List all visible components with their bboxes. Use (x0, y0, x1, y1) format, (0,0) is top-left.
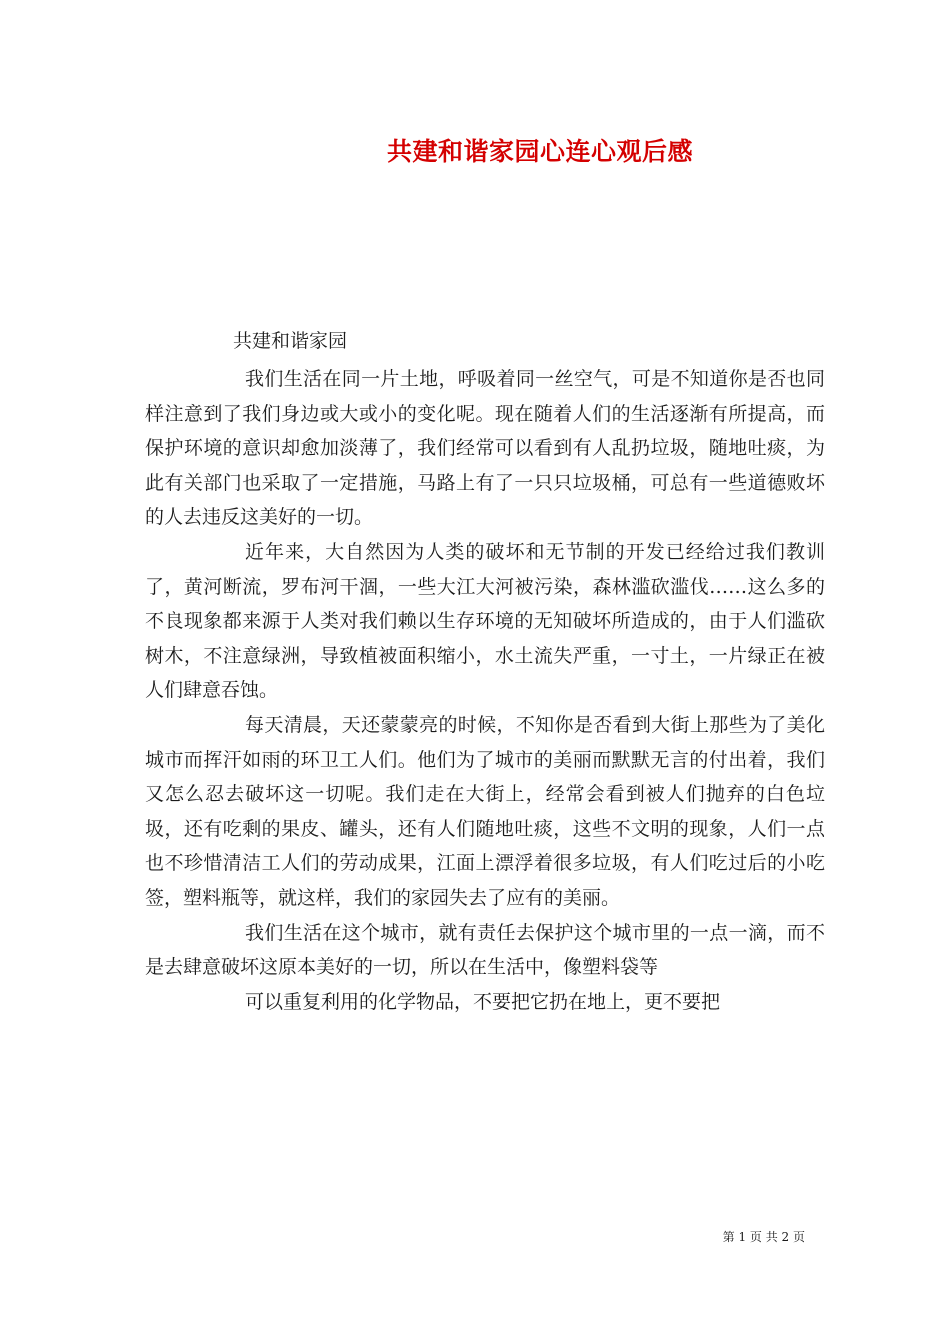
paragraph-1: 我们生活在同一片土地，呼吸着同一丝空气，可是不知道你是否也同样注意到了我们身边或大或小的变化呢。现在随着人们的生活逐渐有所提高，而保护环境的意识却愈加淡薄了，我们经常可以看到有人乱扔垃圾，随地吐痰，为此有关部门也采取了一定措施，马路上有了一只只垃圾桶，可总有一些道德败坏的人去违反这美好的一切。 (145, 368, 825, 529)
paragraph-2: 近年来，大自然因为人类的破坏和无节制的开发已经给过我们教训了，黄河断流，罗布河干涸，一些大江大河被污染，森林滥砍滥伐……这么多的不良现象都来源于人类对我们赖以生存环境的无知破坏所造成的，由于人们滥砍树木，不注意绿洲，导致植被面积缩小，水土流失严重，一寸土，一片绿正在被人们肆意吞蚀。 (145, 540, 825, 702)
paragraph-5: 可以重复利用的化学物品，不要把它扔在地上，更不要把 (245, 990, 721, 1013)
page-footer: 第 1 页 共 2 页 (722, 1230, 805, 1244)
document-body (145, 362, 825, 1019)
document-title: 共建和谐家园心连心观后感 (386, 137, 693, 166)
section-heading: 共建和谐家园 (233, 330, 348, 352)
paragraph-4: 我们生活在这个城市，就有责任去保护这个城市里的一点一滴，而不是去肆意破坏这原本美好的一切，所以在生活中，像塑料袋等 (145, 921, 825, 979)
paragraph-3: 每天清晨，天还蒙蒙亮的时候，不知你是否看到大街上那些为了美化城市而挥汗如雨的环卫工人们。他们为了城市的美丽而默默无言的付出着，我们又怎么忍去破坏这一切呢。我们走在大街上，经常会看到被人们抛弃的白色垃圾，还有吃剩的果皮、罐头，还有人们随地吐痰，这些不文明的现象，人们一点也不珍惜清洁工人们的劳动成果，江面上漂浮着很多垃圾，有人们吃过后的小吃签，塑料瓶等，就这样，我们的家园失去了应有的美丽。 (145, 713, 825, 909)
